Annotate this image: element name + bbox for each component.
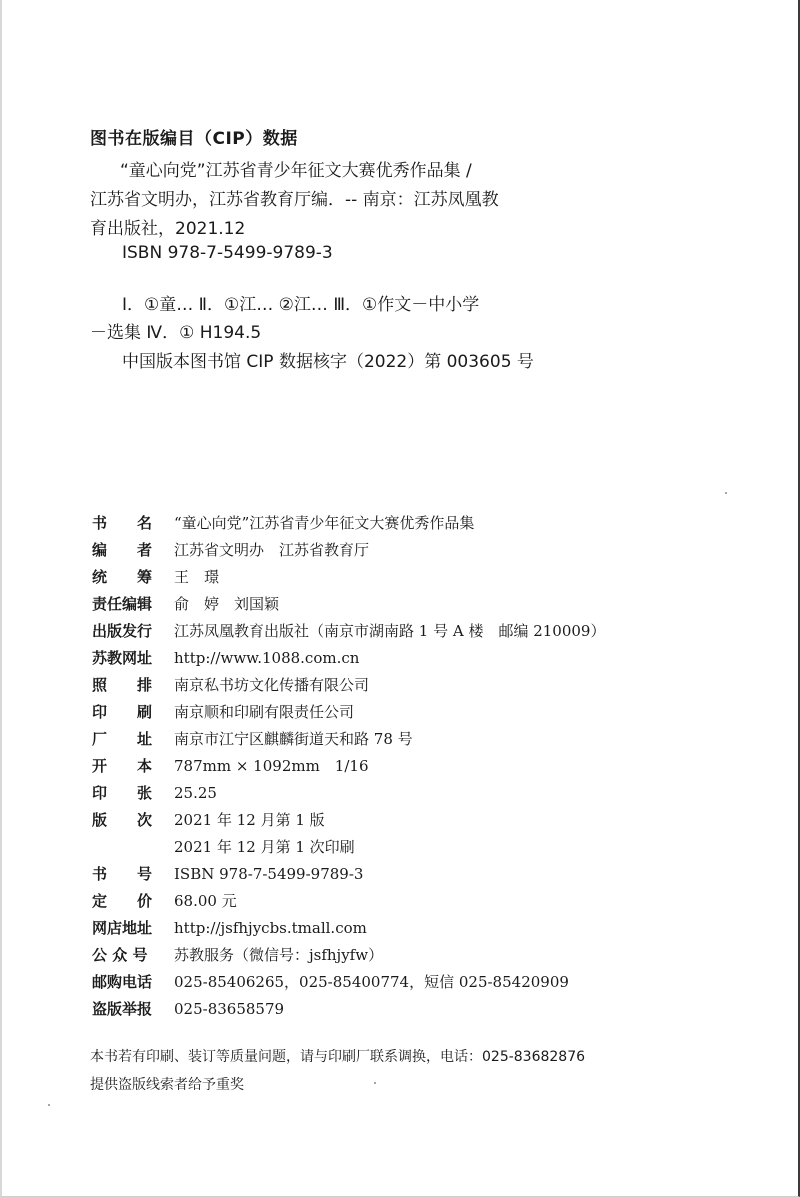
colophon-label: 书 名 bbox=[92, 514, 153, 532]
quality-notice: 本书若有印刷、装订等质量问题，请与印刷厂联系调换，电话：025-83682876 bbox=[90, 1049, 586, 1065]
scan-speck bbox=[725, 492, 727, 494]
colophon-label: 编 者 bbox=[92, 541, 153, 559]
colophon-value: 787mm × 1092mm 1/16 bbox=[174, 757, 369, 775]
scan-speck bbox=[374, 1082, 376, 1084]
colophon-value: 苏教服务（微信号：jsfhjyfw） bbox=[174, 946, 384, 964]
colophon-label: 厂 址 bbox=[92, 730, 153, 748]
colophon-value: http://jsfhjycbs.tmall.com bbox=[174, 919, 367, 937]
cip-classification-line: Ⅰ．①童… Ⅱ．①江… ②江… Ⅲ．①作文－中小学 bbox=[122, 295, 480, 315]
colophon-label: 书 号 bbox=[92, 865, 153, 883]
colophon-value: 2021 年 12 月第 1 版 bbox=[174, 811, 325, 829]
colophon-value: 68.00 元 bbox=[174, 892, 237, 910]
colophon-value: 王 璟 bbox=[174, 568, 220, 586]
colophon-label: 印 刷 bbox=[92, 703, 153, 721]
piracy-reward-notice: 提供盗版线索者给予重奖 bbox=[90, 1077, 244, 1093]
cip-title-line: “童心向党”江苏省青少年征文大赛优秀作品集 / bbox=[120, 161, 472, 181]
colophon-value: 俞 婷 刘国颖 bbox=[174, 595, 280, 613]
colophon-label: 苏教网址 bbox=[92, 649, 153, 667]
colophon-label: 版 次 bbox=[92, 811, 153, 829]
colophon-value: 江苏省文明办 江苏省教育厅 bbox=[174, 541, 370, 559]
colophon-value: 2021 年 12 月第 1 次印刷 bbox=[174, 838, 355, 856]
colophon-value: 南京私书坊文化传播有限公司 bbox=[174, 676, 370, 694]
cip-classification-cont-line: －选集 Ⅳ．① H194.5 bbox=[90, 323, 262, 343]
cip-record-number-line: 中国版本图书馆 CIP 数据核字（2022）第 003605 号 bbox=[122, 352, 534, 372]
colophon-value: 江苏凤凰教育出版社（南京市湖南路 1 号 A 楼 邮编 210009） bbox=[174, 622, 606, 640]
colophon-label: 统 筹 bbox=[92, 568, 153, 586]
colophon-label: 印 张 bbox=[92, 784, 153, 802]
colophon-value: 025-83658579 bbox=[174, 1000, 285, 1018]
colophon-value: 南京市江宁区麒麟街道天和路 78 号 bbox=[174, 730, 413, 748]
colophon-value: http://www.1088.com.cn bbox=[174, 649, 360, 667]
colophon-label: 网店地址 bbox=[92, 919, 153, 937]
colophon-label: 公 众 号 bbox=[92, 946, 148, 964]
colophon-label: 邮购电话 bbox=[92, 973, 153, 991]
colophon-value: 南京顺和印刷有限责任公司 bbox=[174, 703, 355, 721]
cip-heading: 图书在版编目（CIP）数据 bbox=[90, 129, 298, 149]
colophon-label: 出版发行 bbox=[92, 622, 153, 640]
colophon-label: 照 排 bbox=[92, 676, 153, 694]
colophon-value: 25.25 bbox=[174, 784, 217, 802]
colophon-label: 开 本 bbox=[92, 757, 153, 775]
colophon-label: 责任编辑 bbox=[92, 595, 153, 613]
colophon-label: 定 价 bbox=[92, 892, 153, 910]
colophon-label: 盗版举报 bbox=[92, 1000, 153, 1018]
scan-speck bbox=[48, 1104, 50, 1106]
cip-editor-line: 江苏省文明办，江苏省教育厅编．-- 南京：江苏凤凰教 bbox=[90, 190, 499, 210]
cip-publisher-line: 育出版社，2021.12 bbox=[90, 219, 246, 239]
colophon-value: “童心向党”江苏省青少年征文大赛优秀作品集 bbox=[174, 514, 475, 532]
colophon-value: ISBN 978-7-5499-9789-3 bbox=[174, 865, 364, 883]
cip-isbn-line: ISBN 978-7-5499-9789-3 bbox=[122, 243, 333, 263]
colophon-value: 025-85406265，025-85400774，短信 025-85420909 bbox=[174, 973, 569, 991]
